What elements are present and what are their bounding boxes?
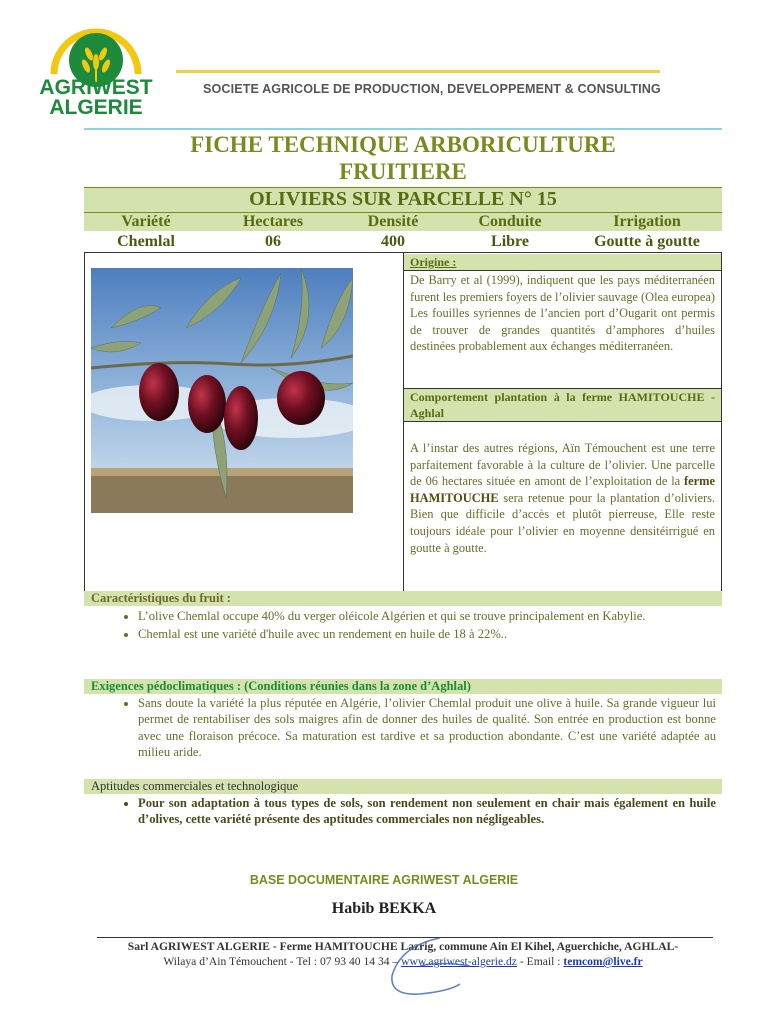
address-line-2-prefix: Wilaya d’Ain Témouchent - Tel : 07 93 40 14 34 – bbox=[163, 955, 402, 968]
header-yellow-rule bbox=[176, 70, 660, 73]
address-line-1: Sarl AGRIWEST ALGERIE - Ferme HAMITOUCHE Lazrig, commune Ain El Kihel, Aguerchiche, AGHLAL- bbox=[127, 940, 679, 953]
origine-text: De Barry et al (1999), indiquent que les pays méditerranéen furent les premiers foyers de l’olivier sauvage (Olea europea) Les fouilles syriennes de l’ancien port d’Ougarit ont permis de trouver de grandes quantités d’amphores d’huiles destinées probablement aux échanges méditerranéen. bbox=[410, 273, 715, 354]
summary-value-conduite: Libre bbox=[491, 233, 529, 250]
fruit-bullet-1: • L’olive Chemlal occupe 40% du verger oléicole Algérien et qui se trouve principalement en Kabylie. bbox=[138, 608, 716, 624]
summary-value-hectares: 06 bbox=[265, 233, 281, 250]
logo-text-line2: ALGERIE bbox=[49, 96, 143, 119]
signature-mark bbox=[380, 936, 490, 1002]
agriwest-logo bbox=[26, 20, 166, 124]
comportement-text bbox=[404, 440, 721, 556]
fruit-list bbox=[110, 608, 716, 645]
title-line-1: FICHE TECHNIQUE ARBORICULTURE bbox=[190, 132, 616, 157]
header-blue-rule bbox=[84, 128, 722, 130]
fruit-heading: Caractéristiques du fruit : bbox=[84, 591, 722, 606]
comportement-heading: Comportement plantation à la ferme HAMITOUCHE - Aghlal bbox=[404, 389, 721, 421]
summary-header-hectares: Hectares bbox=[242, 213, 304, 230]
title-line-2: FRUITIERE bbox=[339, 159, 467, 184]
summary-value-variete: Chemlal bbox=[117, 233, 175, 250]
comportement-text-bold: ferme HAMITOUCHE bbox=[410, 474, 715, 505]
comportement-text-part1: A l’instar des autres régions, Aïn Témouchent est une terre parfaitement favorable à la culture de l’olivier. Une parcelle de 06 hectares située en amont de l’exploitation de la bbox=[410, 441, 715, 489]
comportement-text-part2: sera retenue pour la plantation d’oliviers. Bien que difficile d’accès et plutôt pierreuse, Elle reste toujours idéale pour l’olivier en moyenne densitéirrigué en goutte à goutte. bbox=[410, 490, 715, 555]
plot-title: OLIVIERS SUR PARCELLE N° 15 bbox=[249, 188, 557, 210]
summary-value-irrigation: Goutte à goutte bbox=[594, 233, 700, 250]
aptitudes-heading: Aptitudes commerciales et technologique bbox=[84, 779, 722, 794]
exigences-bullet: • Sans doute la variété la plus réputée en Algérie, l’olivier Chemlal produit une olive à huile. Sa grande vigueur lui permet de rentabiliser des sols maigres afin de donner des huiles de qualité. Son entrée en production est bonne avec une floraison précoce. Sa maturation est tardive et sa production abondante. C’est une variété adaptée au milieu aride. bbox=[138, 695, 716, 761]
company-tagline: SOCIETE AGRICOLE DE PRODUCTION, DEVELOPPEMENT & CONSULTING bbox=[203, 82, 661, 96]
documentary-base-label: BASE DOCUMENTAIRE AGRIWEST ALGERIE bbox=[249, 873, 519, 887]
exigences-heading: Exigences pédoclimatiques : (Conditions réunies dans la zone d’Aghlal) bbox=[84, 679, 722, 694]
author-name: Habib BEKKA bbox=[331, 900, 437, 917]
aptitudes-bullet: • Pour son adaptation à tous types de sols, son rendement non seulement en chair mais également en huile d’olives, cette variété présente des aptitudes commerciales non négligeables. bbox=[138, 795, 716, 828]
comportement-heading-rule bbox=[404, 421, 721, 422]
exigences-list bbox=[110, 695, 716, 763]
summary-header-variete: Variété bbox=[121, 213, 171, 230]
logo-text-line1: AGRIWEST bbox=[39, 76, 153, 99]
website-link[interactable]: www.agriwest-algerie.dz bbox=[401, 955, 517, 968]
aptitudes-list bbox=[110, 795, 716, 830]
origine-heading: Origine : bbox=[404, 254, 721, 270]
summary-header-irrigation: Irrigation bbox=[613, 213, 681, 230]
summary-header-conduite: Conduite bbox=[478, 213, 542, 230]
document-title bbox=[84, 131, 722, 185]
email-link[interactable]: temcom@live.fr bbox=[563, 955, 643, 968]
fruit-bullet-2: • Chemlal est une variété d'huile avec un rendement en huile de 18 à 22%.. bbox=[138, 626, 716, 642]
email-label: - Email : bbox=[516, 955, 564, 968]
olive-branch-photo bbox=[91, 268, 353, 513]
origine-heading-rule bbox=[404, 270, 721, 271]
summary-value-densite: 400 bbox=[381, 233, 405, 250]
summary-header-densite: Densité bbox=[367, 213, 419, 230]
